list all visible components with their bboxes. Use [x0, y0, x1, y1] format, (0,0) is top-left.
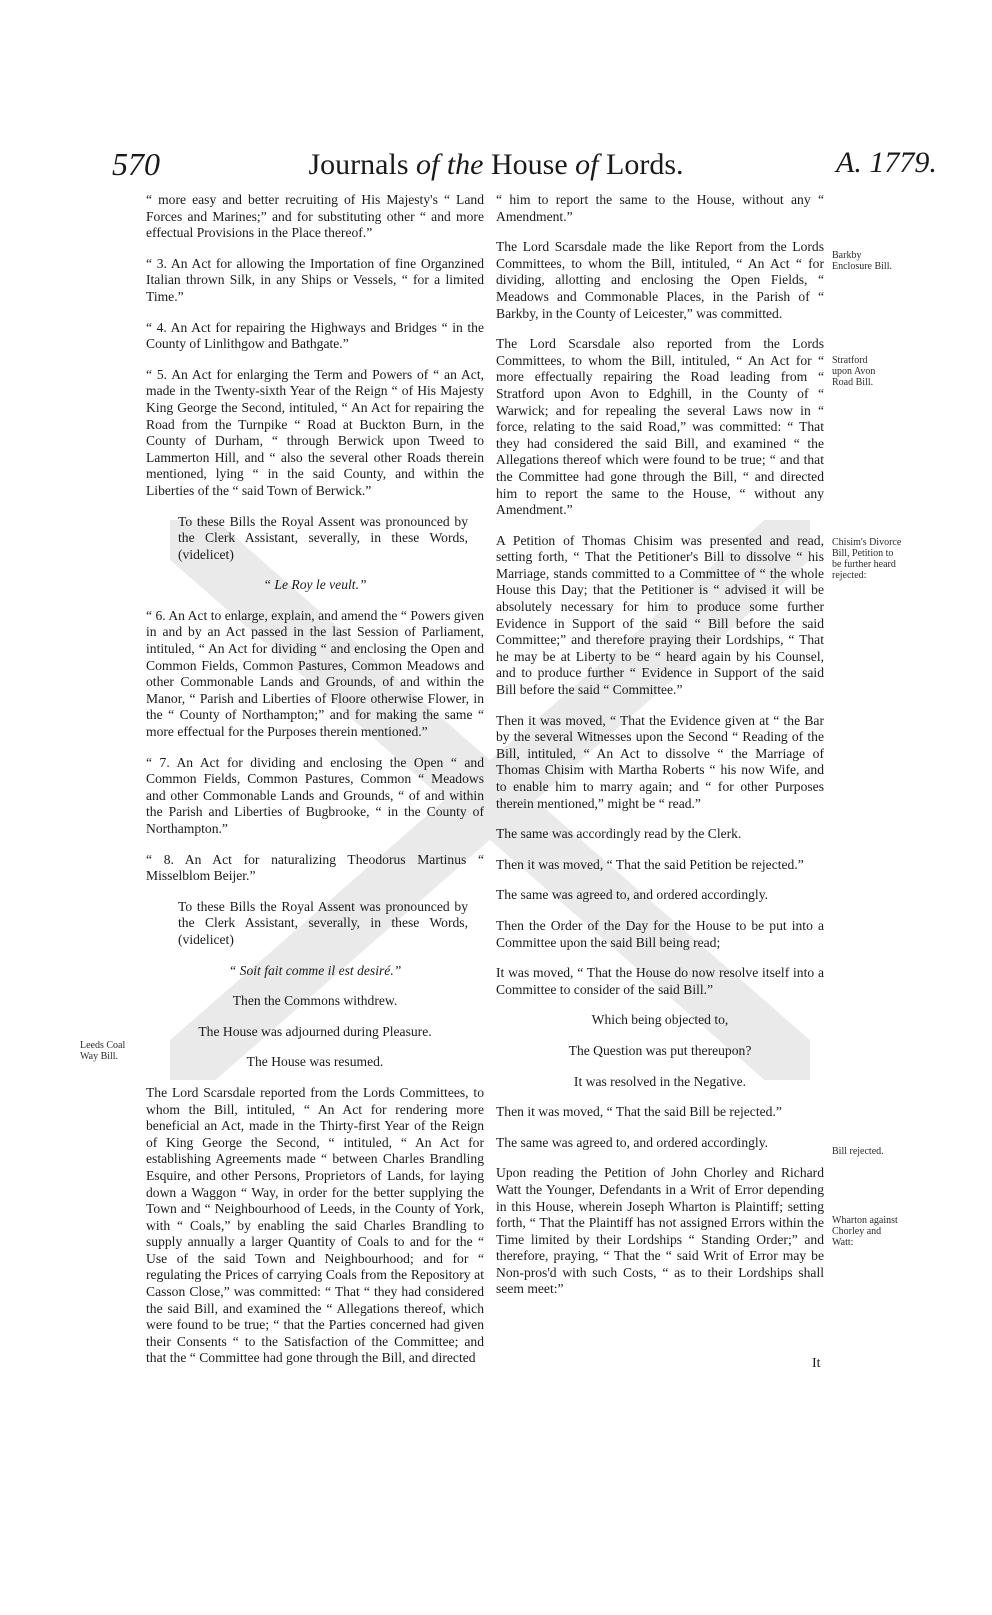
page-header	[0, 140, 992, 190]
left-column	[146, 192, 484, 1381]
paragraph: The Question was put thereupon?	[568, 1042, 752, 1058]
margin-note-stratford: Stratford upon Avon Road Bill.	[832, 355, 876, 388]
paragraph: Then the Order of the Day for the House to be put into a Committee upon the said Bill being read;	[496, 917, 824, 950]
paragraph: “ 5. An Act for enlarging the Term and Powers of “ an Act, made in the Twenty-sixth Year of the Reign “ of His Majesty King George the Second, intituled, “ An Act for repairing the Road from the Turnpike “ Road at Buckton Burn, in the County of Durham, “ through Berwick upon Tweed to Lammerton Hill, and “ also the several other Roads therein mentioned, lying “ in the said County, and within the Liberties of the “ said Town of Berwick.”	[146, 366, 484, 498]
paragraph: The same was agreed to, and ordered accordingly.	[496, 887, 769, 903]
royal-assent-formula: “ Soit fait comme il est desiré.”	[228, 962, 402, 978]
journal-year: A. 1779.	[836, 146, 937, 179]
margin-note-leeds: Leeds Coal Way Bill.	[80, 1040, 126, 1062]
paragraph: “ him to report the same to the House, without any “ Amendment.”	[496, 192, 824, 224]
paragraph: The Lord Scarsdale made the like Report from the Lords Committees, to whom the Bill, intituled, “ An Act “ for dividing, allotting and enclosing the Open Fields, “ Meadows and Commonable Places, in the Parish of “ Barkby, in the County of Leicester,” was committed.	[496, 239, 824, 321]
paragraph: The Lord Scarsdale reported from the Lords Committees, to whom the Bill, intituled, “ An Act for rendering more beneficial an Act, made in the Thirty-first Year of the Reign of King George the Second, “ intituled, “ An Act for establishing Agreements made “ between Charles Brandling Esquire, and other Persons, Proprietors of Lands, for laying down a Waggon “ Way, in order for the better supplying the Town and “ Neighbourhood of Leeds, in the County of York, with “ Coals,” by enabling the said Charles Brandling to supply annually a larger Quantity of Coals to and for the “ Use of the said Town and Neighbourhood; and for “ regulating the Prices of carrying Coals from the Repository at Casson Close,” was committed: “ That “ they had considered the said Bill, and examined the “ Allegations thereof, which were found to be true; “ that the Parties concerned had given their Consents “ to the Satisfaction of the Committee; and that the “ Committee had gone through the Bill, and directed	[146, 1084, 484, 1366]
paragraph: The House was resumed.	[246, 1054, 384, 1070]
paragraph: The same was accordingly read by the Clerk.	[496, 826, 742, 842]
paragraph: Then the Commons withdrew.	[232, 993, 398, 1009]
title-part: House	[491, 148, 568, 181]
margin-note-bill-rejected: Bill rejected.	[832, 1146, 884, 1157]
paragraph: To these Bills the Royal Assent was pronounced by the Clerk Assistant, severally, in these Words, (videlicet)	[178, 898, 468, 947]
paragraph: “ 3. An Act for allowing the Importation of fine Organzined Italian thrown Silk, in any Ships or Vessels, “ for a limited Time.”	[146, 255, 484, 304]
page-number: 570	[112, 146, 160, 182]
paragraph: The same was agreed to, and ordered accordingly.	[496, 1134, 769, 1150]
paragraph: It was resolved in the Negative.	[573, 1073, 747, 1089]
paragraph: To these Bills the Royal Assent was pronounced by the Clerk Assistant, severally, in these Words, (videlicet)	[178, 513, 468, 562]
margin-note-barkby: Barkby Enclosure Bill.	[832, 250, 892, 272]
paragraph: It was moved, “ That the House do now resolve itself into a Committee to consider of the said Bill.”	[496, 965, 824, 997]
paragraph: The Lord Scarsdale also reported from the Lords Committees, to whom the Bill, intituled, “ An Act for “ more effectually repairing the Road leading from “ Stratford upon Avon to Edghill, in the County of “ Warwick; and for repealing the several Laws now in “ force, relating to the said Road,” was committed: “ That they had considered the said Bill, and examined “ the Allegations thereof which were found to be true; “ and that the Committee had gone through the Bill, “ and directed him to report the same to the House, “ without any Amendment.”	[496, 336, 824, 518]
paragraph: “ 4. An Act for repairing the Highways and Bridges “ in the County of Linlithgow and Bathgate.”	[146, 319, 484, 352]
margin-note-chisim: Chisim's Divorce Bill, Petition to be further heard rejected:	[832, 537, 902, 581]
right-column	[496, 192, 824, 1312]
paragraph: Then it was moved, “ That the said Petition be rejected.”	[496, 856, 804, 872]
title-part: Journals	[308, 148, 409, 181]
margin-note-wharton: Wharton against Chorley and Watt:	[832, 1215, 898, 1248]
paragraph: Then it was moved, “ That the Evidence given at “ the Bar by the several Witnesses upon the Second “ Reading of the Bill, intituled, “ An Act to dissolve “ the Marriage of Thomas Chisim with Martha Roberts “ his now Wife, and to enable him to marry again; and “ for other Purposes therein mentioned,” might be “ read.”	[496, 712, 824, 811]
royal-assent-formula: “ Le Roy le veult.”	[263, 577, 367, 593]
paragraph: “ 8. An Act for naturalizing Theodorus Martinus “ Misselblom Beijer.”	[146, 851, 484, 884]
paragraph: “ more easy and better recruiting of His Majesty's “ Land Forces and Marines;” and for substituting other “ and more effectual Provisions in the Place thereof.”	[146, 192, 484, 241]
paragraph: The House was adjourned during Pleasure.	[198, 1023, 432, 1039]
paragraph: “ 7. An Act for dividing and enclosing the Open “ and Common Fields, Common Pastures, Common “ Meadows and other Commonable Lands and Grounds, “ of and within the Parish and Liberties of Bugbrooke, “ in the County of Northampton.”	[146, 754, 484, 836]
title-part: of	[567, 148, 606, 181]
paragraph: Which being objected to,	[591, 1012, 729, 1028]
paragraph: Then it was moved, “ That the said Bill be rejected.”	[496, 1104, 782, 1120]
paragraph: A Petition of Thomas Chisim was presented and read, setting forth, “ That the Petitioner's Bill to dissolve “ his Marriage, stands committed to a Committee of “ the whole House this Day; that the Petitioner is “ advised it will be absolutely necessary for him to produce some further Evidence in Support of the said “ Bill before the said Committee;” and therefore praying their Lordships, “ That he may be at Liberty to be “ heard again by his Counsel, and to produce further “ Evidence in Support of the said Bill before the said “ Committee.”	[496, 532, 824, 698]
title-part: Lords.	[606, 148, 684, 181]
catchword: It	[812, 1356, 821, 1371]
title-part: of the	[408, 148, 491, 181]
paragraph: Upon reading the Petition of John Chorley and Richard Watt the Younger, Defendants in a Writ of Error depending in this House, wherein Joseph Wharton is Plaintiff; setting forth, “ That the Plaintiff has not assigned Errors within the Time limited by their Lordships “ Standing Order;” and therefore, praying, “ That the “ said Writ of Error may be Non-pros'd with such Costs, “ as to their Lordships shall seem meet:”	[496, 1165, 824, 1297]
paragraph: “ 6. An Act to enlarge, explain, and amend the “ Powers given in and by an Act passed in the last Session of Parliament, intituled, “ An Act for dividing “ and enclosing the Open and Common Fields, Common Pastures, Common Meadows and other Commonable Lands and Grounds, of and within the Manor, “ Parish and Liberties of Floore otherwise Flower, in the “ County of Northampton;” and for making the same “ more effectual for the Purposes therein mentioned.”	[146, 607, 484, 740]
